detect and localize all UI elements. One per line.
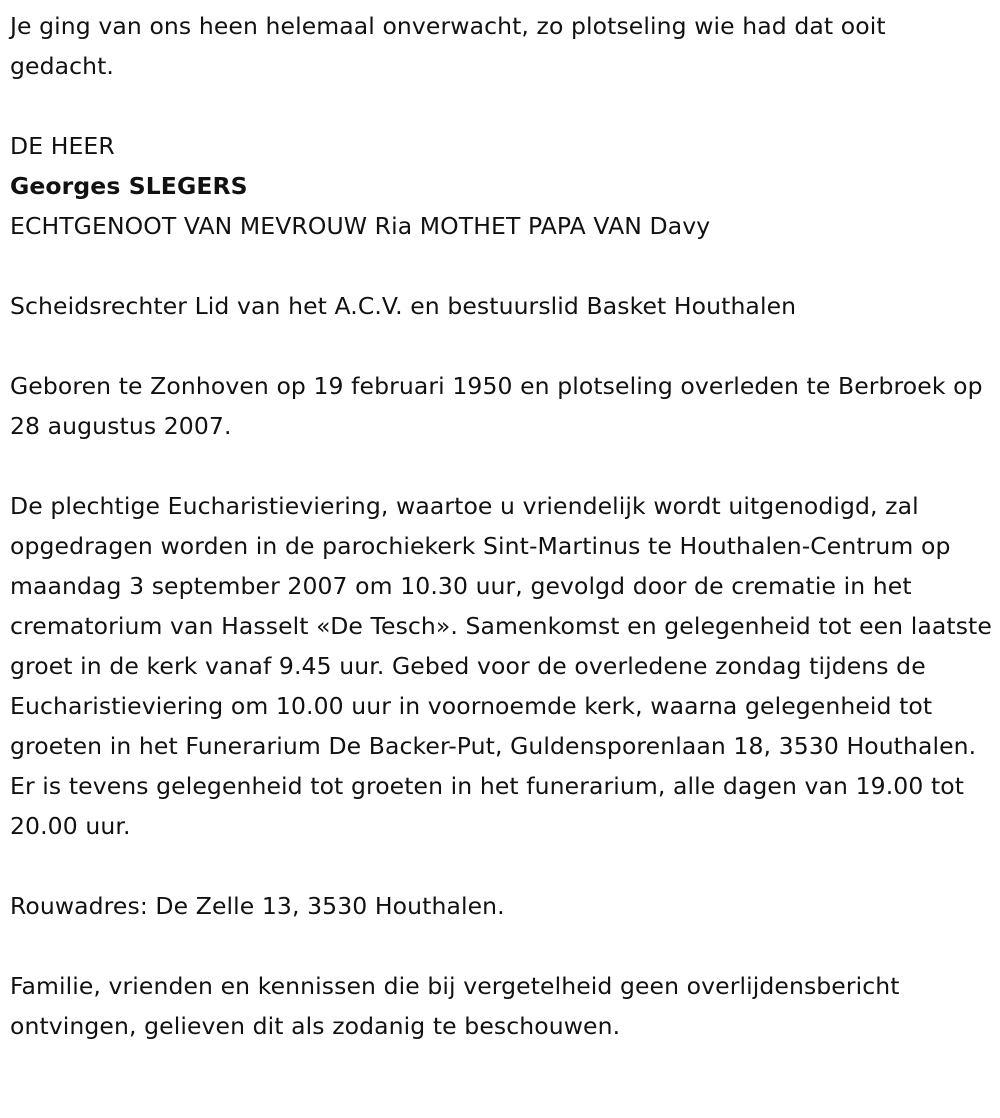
intro-verse: Je ging van ons heen helemaal onverwacht, zo plotseling wie had dat ooit gedacht. bbox=[10, 12, 886, 80]
roles-line: Scheidsrechter Lid van het A.C.V. en bestuurslid Basket Houthalen bbox=[10, 292, 797, 320]
family-relations: ECHTGENOOT VAN MEVROUW Ria MOTHET PAPA VAN Davy bbox=[10, 212, 711, 240]
mourning-address: Rouwadres: De Zelle 13, 3530 Houthalen. bbox=[10, 892, 505, 920]
closing-note: Familie, vrienden en kennissen die bij vergetelheid geen overlijdensbericht ontvingen, gelieven dit als zodanig te beschouwen. bbox=[10, 972, 900, 1040]
birth-death-info: Geboren te Zonhoven op 19 februari 1950 en plotseling overleden te Berbroek op 28 augustus 2007. bbox=[10, 372, 983, 440]
death-notice bbox=[10, 6, 992, 1046]
honorific-title: DE HEER bbox=[10, 132, 115, 160]
deceased-name: Georges SLEGERS bbox=[10, 172, 248, 200]
ceremony-details: De plechtige Eucharistieviering, waartoe u vriendelijk wordt uitgenodigd, zal opgedragen worden in de parochiekerk Sint-Martinus te Houthalen-Centrum op maandag 3 september 2007 om 10.30 uur, gevolgd door de crematie in het crematorium van Hasselt «De Tesch». Samenkomst en gelegenheid tot een laatste groet in de kerk vanaf 9.45 uur. Gebed voor de overledene zondag tijdens de Eucharistieviering om 10.00 uur in voornoemde kerk, waarna gelegenheid tot groeten in het Funerarium De Backer-Put, Guldensporenlaan 18, 3530 Houthalen. Er is tevens gelegenheid tot groeten in het funerarium, alle dagen van 19.00 tot 20.00 uur. bbox=[10, 492, 992, 840]
